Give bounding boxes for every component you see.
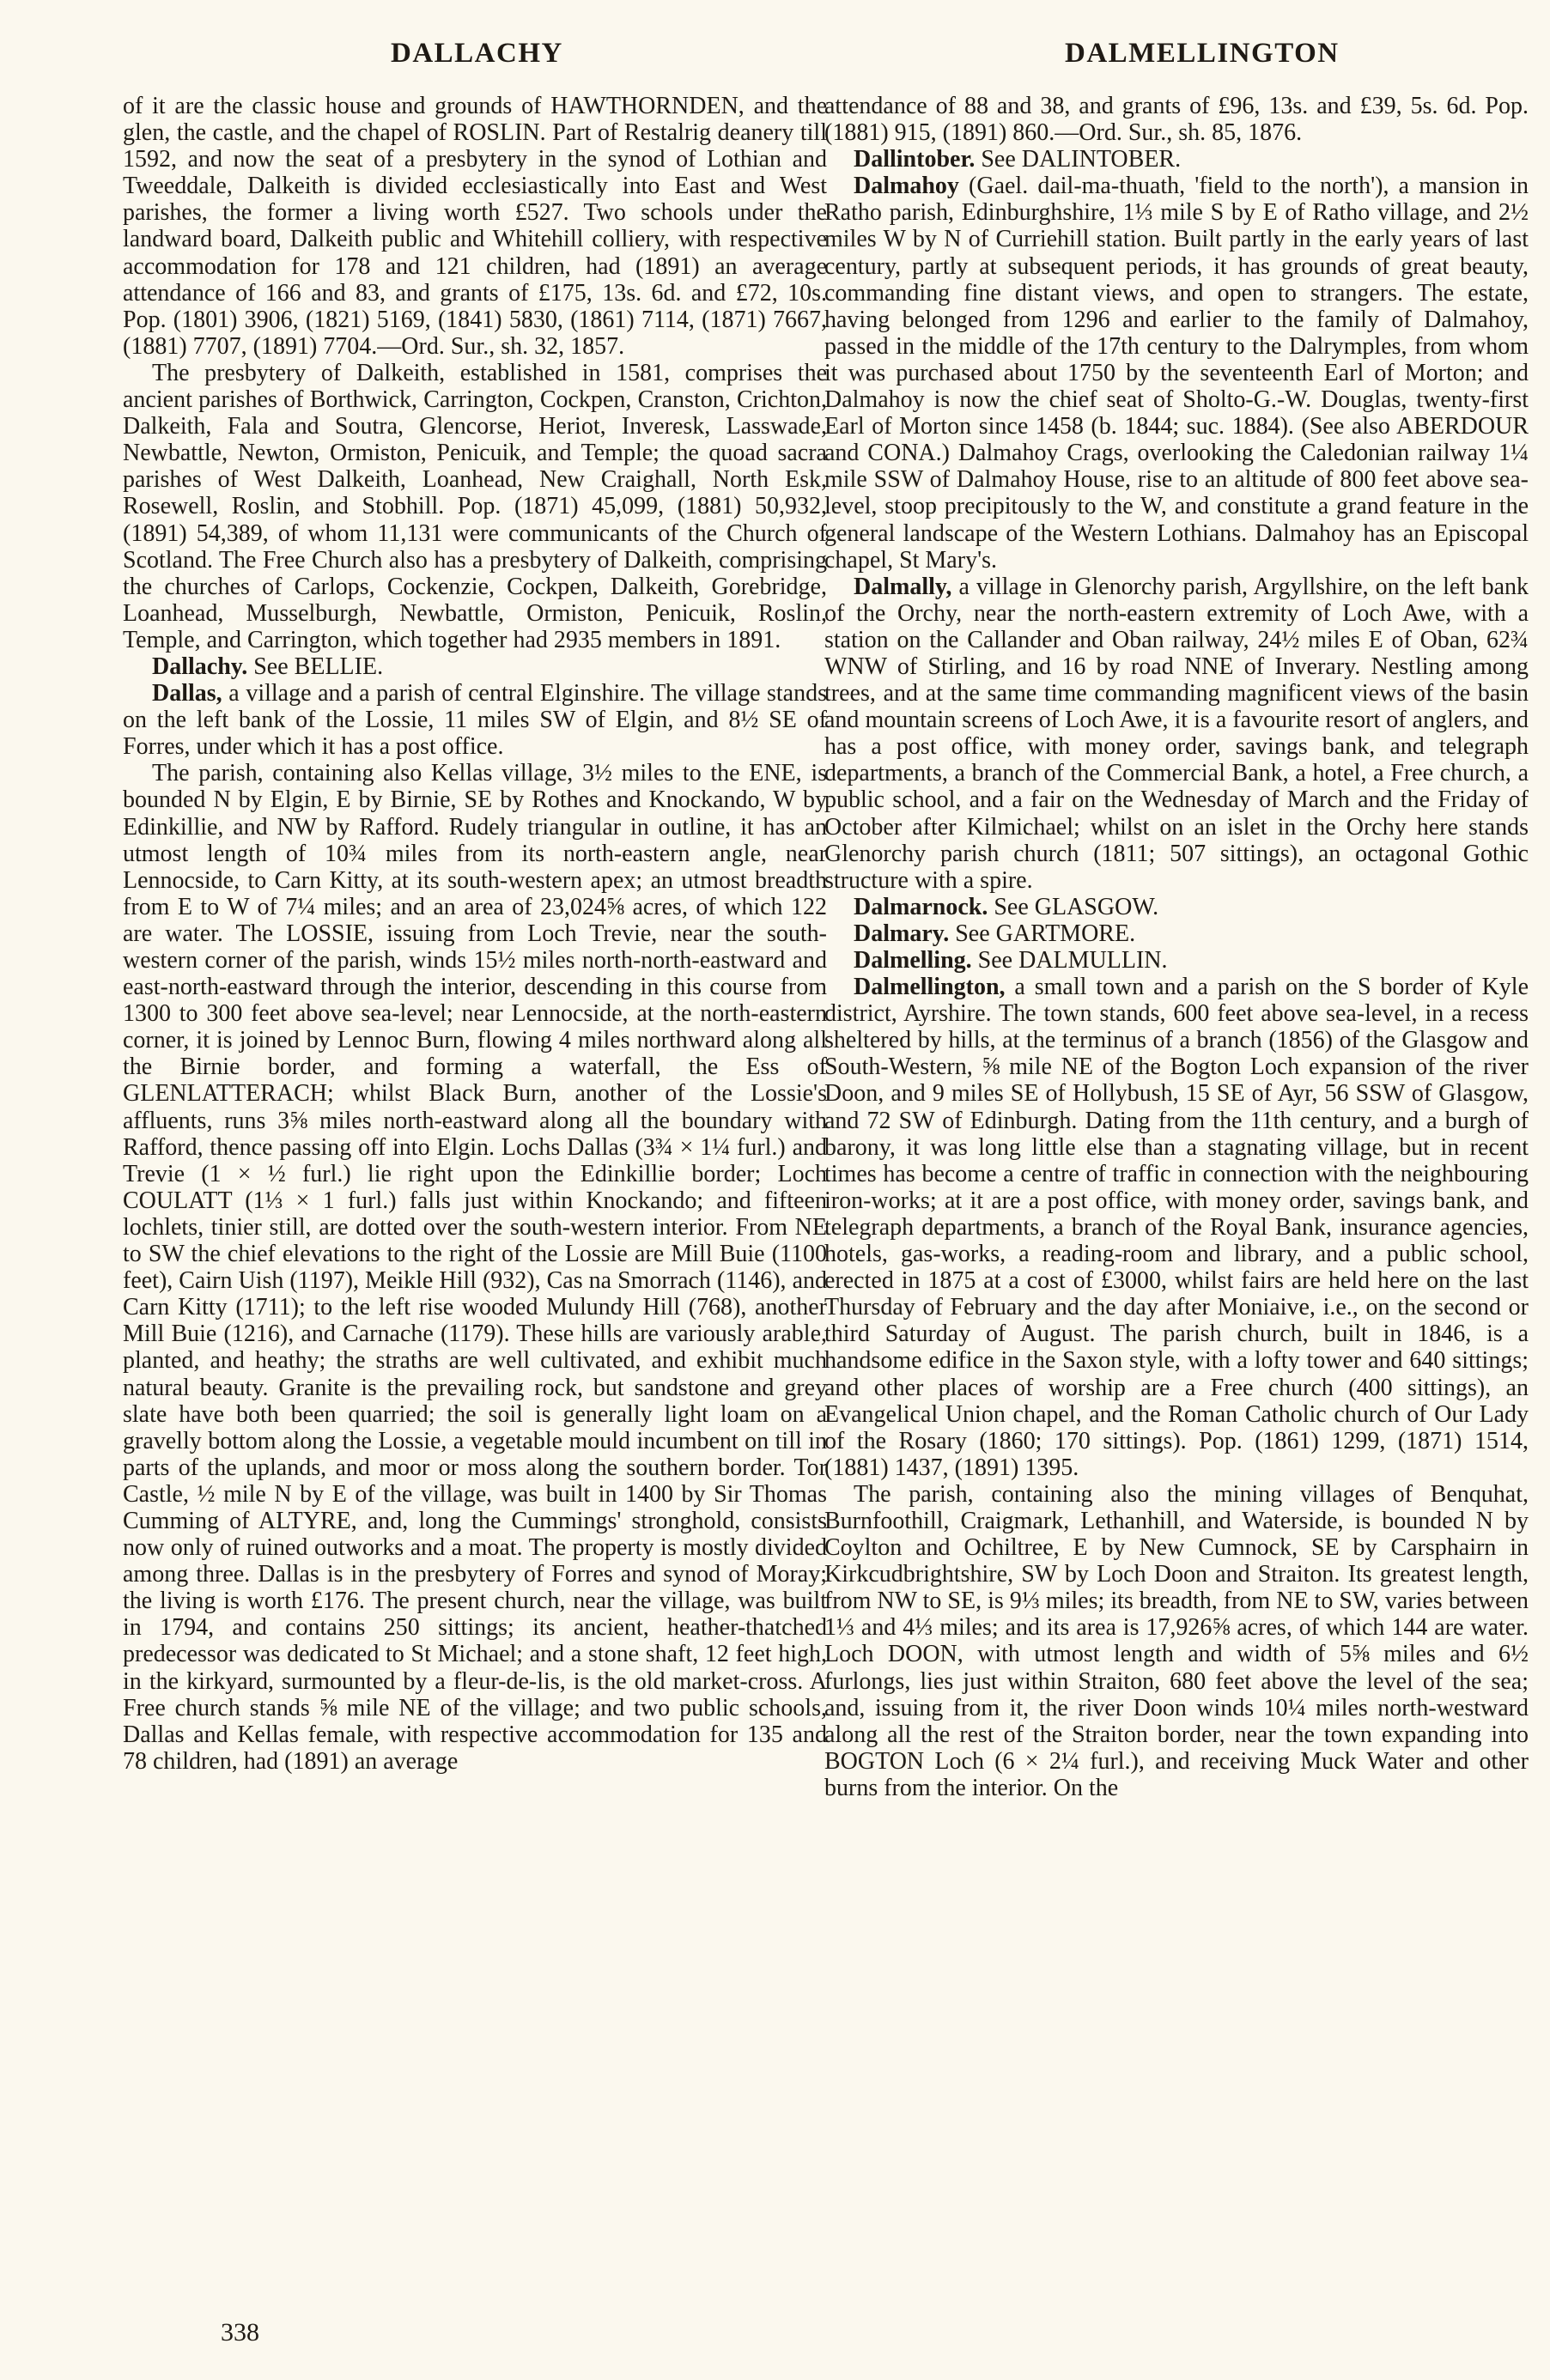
entry-headword: Dallas,: [152, 680, 222, 707]
paragraph: [123, 680, 827, 760]
entry-headword: Dallachy.: [152, 653, 248, 680]
entry-headword: Dalmally,: [854, 573, 952, 600]
entry-headword: Dalmelling.: [854, 947, 972, 974]
entry-text: a village and a parish of central Elginshire. The village stands on the left bank of the Lossie, 11 miles SW of Elgin, and 8½ SE of Forres, under which it has a post office.: [123, 680, 827, 761]
paragraph: [824, 894, 1529, 920]
paragraph: [824, 173, 1529, 573]
paragraph: [824, 1481, 1529, 1801]
entry-headword: Dalmarnock.: [854, 893, 988, 920]
entry-text: See DALINTOBER.: [975, 146, 1182, 173]
paragraph: [824, 93, 1529, 146]
paragraph: [123, 653, 827, 680]
entry-text: of it are the classic house and grounds of HAWTHORNDEN, and the glen, the castle, and the chapel of ROSLIN. Part of Restalrig deanery till 1592, and now the seat of a presbytery in the synod of Lothian and Tweeddale, Dalkeith is divided ecclesiastically into East and West parishes, the former a living worth £527. Two schools under the landward board, Dalkeith public and Whitehill colliery, with respective accommodation for 178 and 121 children, had (1891) an average attendance of 166 and 83, and grants of £175, 13s. 6d. and £72, 10s. Pop. (1801) 3906, (1821) 5169, (1841) 5830, (1861) 7114, (1871) 7667, (1881) 7707, (1891) 7704.—Ord. Sur., sh. 32, 1857.: [123, 93, 827, 360]
page-number: 338: [221, 2318, 259, 2347]
paragraph: [824, 920, 1529, 947]
entry-headword: Dallintober.: [854, 146, 976, 173]
paragraph: [824, 947, 1529, 974]
entry-text: See GARTMORE.: [949, 920, 1136, 947]
paragraph: [824, 574, 1529, 894]
entry-text: The parish, containing also Kellas village, 3½ miles to the ENE, is bounded N by Elgin, E by Birnie, SE by Rothes and Knockando, W by Edinkillie, and NW by Rafford. Rudely triangular in outline, it has an utmost length of 10¾ miles from its north-eastern angle, near Lennocside, to Carn Kitty, at its south-western apex; an utmost breadth from E to W of 7¼ miles; and an area of 23,024⅝ acres, of which 122 are water. The LOSSIE, issuing from Loch Trevie, near the south-western corner of the parish, winds 15½ miles north-north-eastward and east-north-eastward through the interior, descending in this course from 1300 to 300 feet above sea-level; near Lennocside, at the north-eastern corner, it is joined by Lennoc Burn, flowing 4 miles northward along all the Birnie border, and forming a waterfall, the Ess of GLENLATTERACH; whilst Black Burn, another of the Lossie's affluents, runs 3⅝ miles north-eastward along all the boundary with Rafford, thence passing off into Elgin. Lochs Dallas (3¾ × 1¼ furl.) and Trevie (1 × ½ furl.) lie right upon the Edinkillie border; Loch COULATT (1⅓ × 1 furl.) falls just within Knockando; and fifteen lochlets, tinier still, are dotted over the south-western interior. From NE to SW the chief elevations to the right of the Lossie are Mill Buie (1100 feet), Cairn Uish (1197), Meikle Hill (932), Cas na Smorrach (1146), and Carn Kitty (1711); to the left rise wooded Mulundy Hill (768), another Mill Buie (1216), and Carnache (1179). These hills are variously arable, planted, and heathy; the straths are well cultivated, and exhibit much natural beauty. Granite is the prevailing rock, but sandstone and grey slate have both been quarried; the soil is generally light loam on a gravelly bottom along the Lossie, a vegetable mould incumbent on till in parts of the uplands, and moor or moss along the southern border. Tor Castle, ½ mile N by E of the village, was built in 1400 by Sir Thomas Cumming of ALTYRE, and, long the Cummings' stronghold, consists now only of ruined outworks and a moat. The property is mostly divided among three. Dallas is in the presbytery of Forres and synod of Moray; the living is worth £176. The present church, near the village, was built in 1794, and contains 250 sittings; its ancient, heather-thatched predecessor was dedicated to St Michael; and a stone shaft, 12 feet high, in the kirkyard, surmounted by a fleur-de-lis, is the old market-cross. A Free church stands ⅝ mile NE of the village; and two public schools, Dallas and Kellas female, with respective accommodation for 135 and 78 children, had (1891) an average: [123, 760, 827, 1775]
entry-text: See GLASGOW.: [988, 893, 1159, 920]
right-column: [824, 93, 1529, 1801]
paragraph: [123, 360, 827, 653]
paragraph: [824, 974, 1529, 1481]
entry-text: a small town and a parish on the S border of Kyle district, Ayrshire. The town stands, 600 feet above sea-level, in a recess sheltered by hills, at the terminus of a branch (1856) of the Glasgow and South-Western, ⅝ mile NE of the Bogton Loch expansion of the river Doon, and 9 miles SE of Hollybush, 15 SE of Ayr, 56 SSW of Glasgow, and 72 SW of Edinburgh. Dating from the 11th century, and a burgh of barony, it was long little else than a stagnating village, but in recent times has become a centre of traffic in connection with the neighbouring iron-works; at it are a post office, with money order, savings bank, and telegraph departments, a branch of the Royal Bank, insurance agencies, hotels, gas-works, a reading-room and library, and a public school, erected in 1875 at a cost of £3000, whilst fairs are held here on the last Thursday of February and the day after Moniaive, i.e., on the second or third Saturday of August. The parish church, built in 1846, is a handsome edifice in the Saxon style, with a lofty tower and 640 sittings; and other places of worship are a Free church (400 sittings), an Evangelical Union chapel, and the Roman Catholic church of Our Lady of the Rosary (1860; 170 sittings). Pop. (1861) 1299, (1871) 1514, (1881) 1437, (1891) 1395.: [824, 974, 1529, 1481]
entry-headword: Dalmary.: [854, 920, 950, 947]
entry-text: The presbytery of Dalkeith, established in 1581, comprises the ancient parishes of Borthwick, Carrington, Cockpen, Cranston, Crichton, Dalkeith, Fala and Soutra, Glencorse, Heriot, Inveresk, Lasswade, Newbattle, Newton, Ormiston, Penicuik, and Temple; the quoad sacra parishes of West Dalkeith, Loanhead, New Craighall, North Esk, Rosewell, Roslin, and Stobhill. Pop. (1871) 45,099, (1881) 50,932, (1891) 54,389, of whom 11,131 were communicants of the Church of Scotland. The Free Church also has a presbytery of Dalkeith, comprising the churches of Carlops, Cockenzie, Cockpen, Dalkeith, Gorebridge, Loanhead, Musselburgh, Newbattle, Ormiston, Penicuik, Roslin, Temple, and Carrington, which together had 2935 members in 1891.: [123, 359, 827, 653]
entry-text: a village in Glenorchy parish, Argyllshire, on the left bank of the Orchy, near the north-eastern extremity of Loch Awe, with a station on the Callander and Oban railway, 24½ miles E of Oban, 62¾ WNW of Stirling, and 16 by road NNE of Inverary. Nestling among trees, and at the same time commanding magnificent views of the basin and mountain screens of Loch Awe, it is a favourite resort of anglers, and has a post office, with money order, savings bank, and telegraph departments, a branch of the Commercial Bank, a hotel, a Free church, a public school, and a fair on the Wednesday of March and the Friday of October after Kilmichael; whilst on an islet in the Orchy here stands Glenorchy parish church (1811; 507 sittings), an octagonal Gothic structure with a spire.: [824, 573, 1529, 894]
entry-text: attendance of 88 and 38, and grants of £96, 13s. and £39, 5s. 6d. Pop. (1881) 915, (1891) 860.—Ord. Sur., sh. 85, 1876.: [824, 93, 1529, 147]
paragraph: [123, 93, 827, 360]
running-head-left: DALLACHY: [391, 38, 563, 69]
left-column: [123, 93, 827, 1775]
entry-text: See DALMULLIN.: [971, 947, 1168, 974]
entry-text: See BELLIE.: [247, 653, 384, 680]
paragraph: [123, 760, 827, 1775]
entry-headword: Dalmellington,: [854, 974, 1006, 1001]
entry-text: (Gael. dail-ma-thuath, 'field to the north'), a mansion in Ratho parish, Edinburghshire, 1⅓ mile S by E of Ratho village, and 2½ miles W by N of Curriehill station. Built partly in the early years of last century, partly at subsequent periods, it has grounds of great beauty, commanding fine distant views, and open to strangers. The estate, having belonged from 1296 and earlier to the family of Dalmahoy, passed in the middle of the 17th century to the Dalrymples, from whom it was purchased about 1750 by the seventeenth Earl of Morton; and Dalmahoy is now the chief seat of Sholto-G.-W. Douglas, twenty-first Earl of Morton since 1458 (b. 1844; suc. 1884). (See also ABERDOUR and CONA.) Dalmahoy Crags, overlooking the Caledonian railway 1¼ mile SSW of Dalmahoy House, rise to an altitude of 800 feet above sea-level, stoop precipitously to the W, and constitute a grand feature in the general landscape of the Western Lothians. Dalmahoy has an Episcopal chapel, St Mary's.: [824, 173, 1529, 574]
running-head-right: DALMELLINGTON: [1065, 38, 1340, 69]
entry-headword: Dalmahoy: [854, 173, 959, 200]
entry-text: The parish, containing also the mining villages of Benquhat, Burnfoothill, Craigmark, Lethanhill, and Waterside, is bounded N by Coylton and Ochiltree, E by New Cumnock, SE by Carsphairn in Kirkcudbrightshire, SW by Loch Doon and Straiton. Its greatest length, from NW to SE, is 9⅓ miles; its breadth, from NE to SW, varies between 1⅓ and 4⅓ miles; and its area is 17,926⅝ acres, of which 144 are water. Loch DOON, with utmost length and width of 5⅝ miles and 6½ furlongs, lies just within Straiton, 680 feet above the level of the sea; and, issuing from it, the river Doon winds 10¼ miles north-westward along all the rest of the Straiton border, near the town expanding into BOGTON Loch (6 × 2¼ furl.), and receiving Muck Water and other burns from the interior. On the: [824, 1480, 1529, 1801]
paragraph: [824, 146, 1529, 173]
